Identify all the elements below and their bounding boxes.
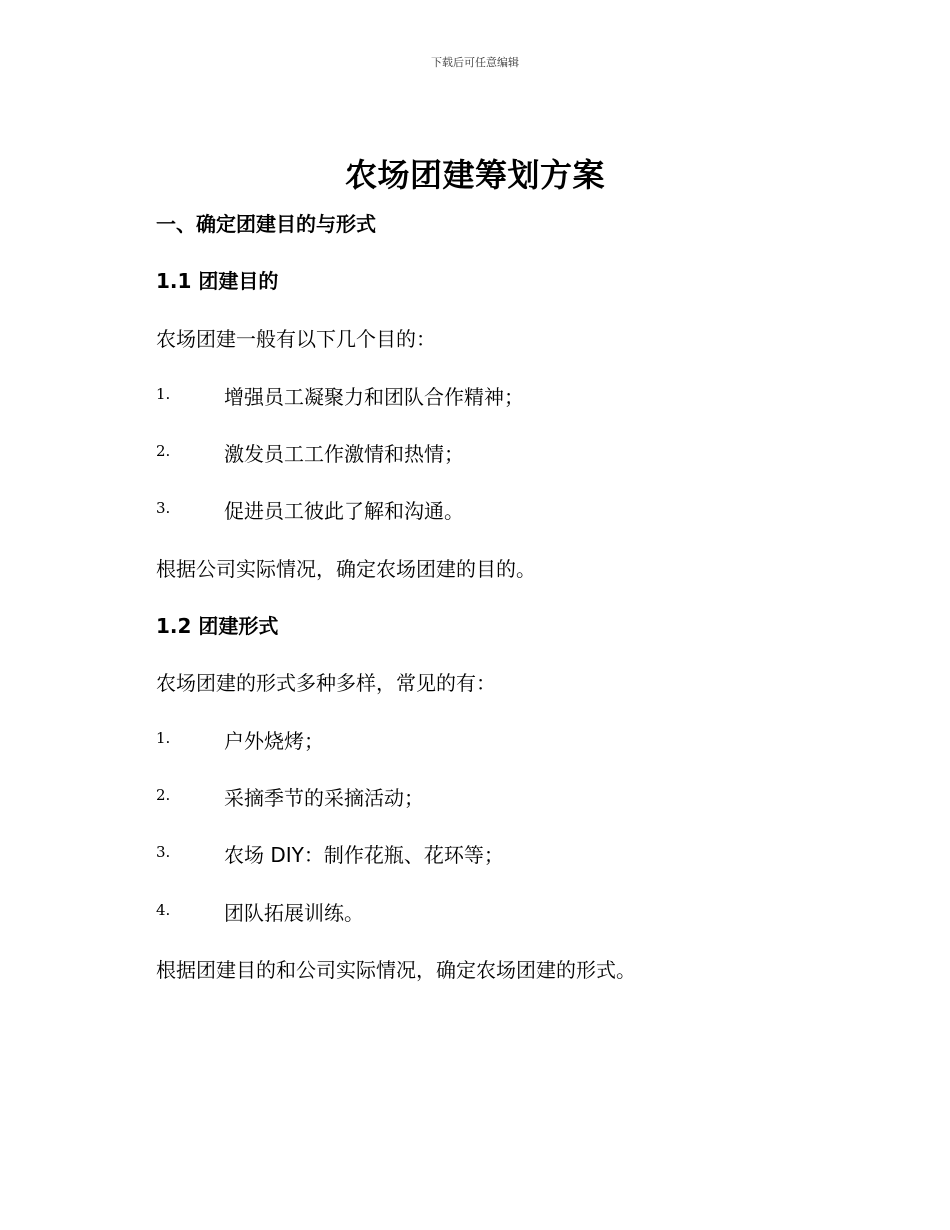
section-heading: 一、确定团建目的与形式	[156, 212, 376, 236]
purpose-intro: 农场团建一般有以下几个目的：	[156, 327, 436, 351]
list-text: 激发员工工作激情和热情；	[224, 442, 464, 466]
list-text: 团队拓展训练。	[224, 901, 364, 925]
list-text: 农场 DIY：制作花瓶、花环等；	[224, 843, 504, 867]
subsection-heading-format: 1.2 团建形式	[156, 614, 279, 638]
format-intro: 农场团建的形式多种多样，常见的有：	[156, 671, 496, 695]
list-number: 1.	[156, 385, 171, 403]
list-number: 1.	[156, 729, 171, 747]
list-number: 3.	[156, 843, 171, 861]
subsection-heading-purpose: 1.1 团建目的	[156, 269, 279, 293]
list-number: 3.	[156, 499, 171, 517]
purpose-conclusion: 根据公司实际情况，确定农场团建的目的。	[156, 557, 536, 581]
format-conclusion: 根据团建目的和公司实际情况，确定农场团建的形式。	[156, 958, 636, 982]
list-number: 4.	[156, 901, 171, 919]
list-number: 2.	[156, 786, 171, 804]
list-text: 户外烧烤；	[224, 729, 324, 753]
list-text: 采摘季节的采摘活动；	[224, 786, 424, 810]
document-title: 农场团建筹划方案	[344, 156, 605, 194]
header-note: 下载后可任意编辑	[431, 56, 519, 69]
list-number: 2.	[156, 442, 171, 460]
list-text: 增强员工凝聚力和团队合作精神；	[224, 385, 524, 409]
list-text: 促进员工彼此了解和沟通。	[224, 499, 464, 523]
